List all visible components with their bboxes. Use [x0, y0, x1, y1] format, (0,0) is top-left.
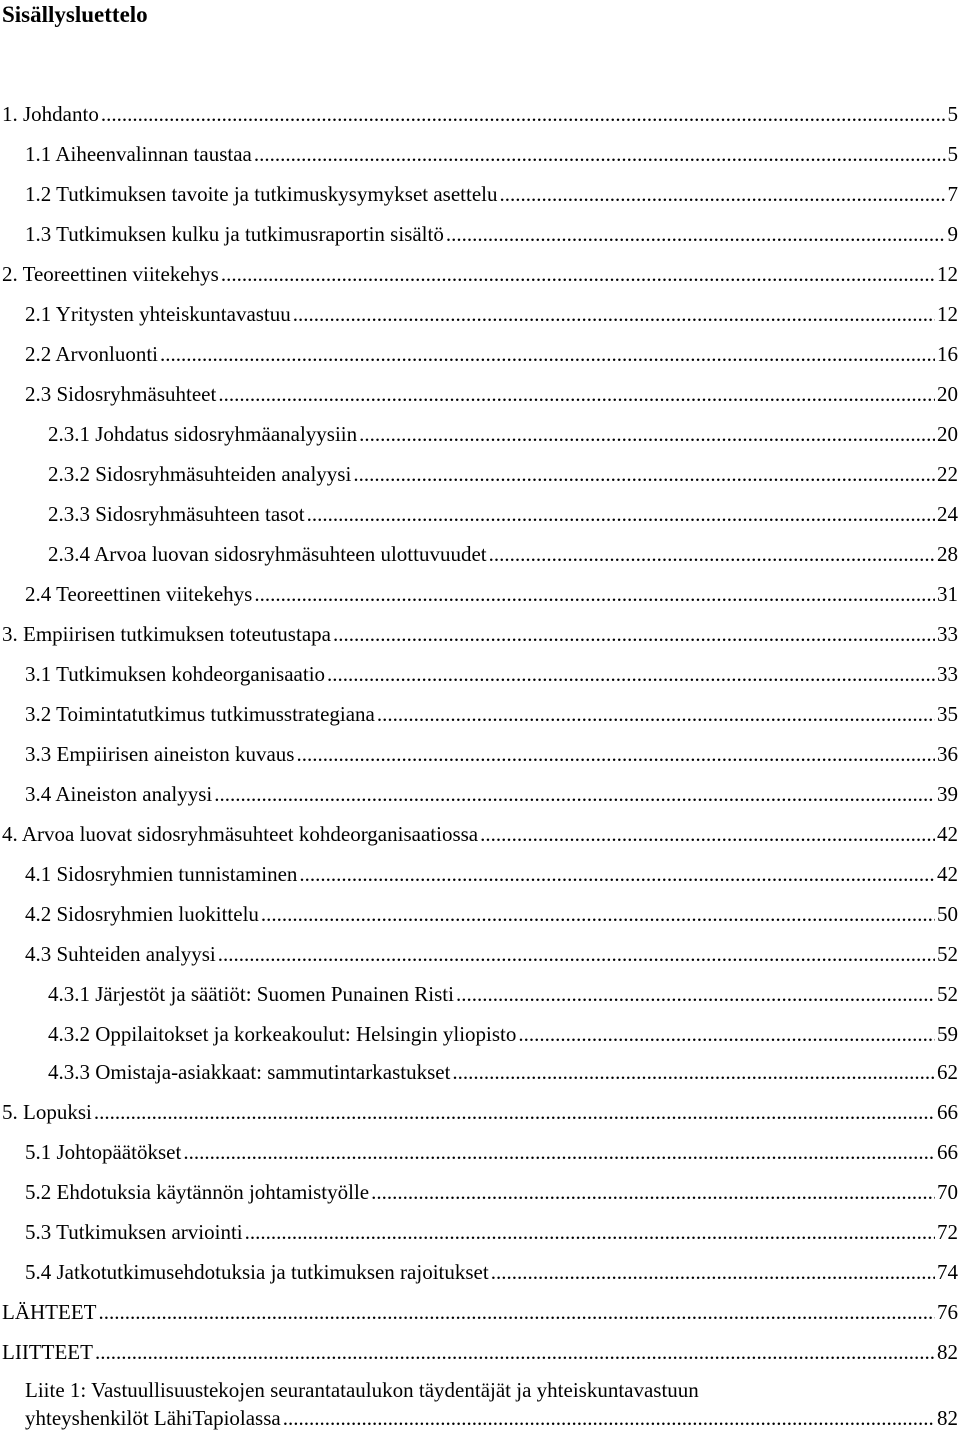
- toc-leader-dots: [377, 700, 935, 728]
- toc-entry[interactable]: [0, 660, 958, 688]
- toc-entry-label: 1.3 Tutkimuksen kulku ja tutkimusraportin sisältö: [25, 222, 444, 246]
- toc-entry-label: 4.3.3 Omistaja-asiakkaat: sammutintarkastukset: [48, 1060, 451, 1084]
- toc-entry[interactable]: [0, 460, 958, 488]
- toc-entry-label: LÄHTEET: [2, 1300, 97, 1324]
- toc-entry[interactable]: [0, 580, 958, 608]
- toc-entry[interactable]: [0, 700, 958, 728]
- toc-entry-page: 35: [937, 702, 958, 726]
- toc-entry-label: 3.3 Empiirisen aineiston kuvaus: [25, 742, 295, 766]
- toc-leader-dots: [245, 1218, 935, 1246]
- toc-entry[interactable]: [0, 180, 958, 208]
- toc-leader-dots: [500, 180, 946, 208]
- toc-entry-label: 3. Empiirisen tutkimuksen toteutustapa: [2, 622, 331, 646]
- toc-entry-page: 74: [937, 1260, 958, 1284]
- toc-leader-dots: [480, 820, 935, 848]
- toc-entry-label: LIITTEET: [2, 1340, 93, 1364]
- toc-entry[interactable]: [0, 1218, 958, 1246]
- toc-entry-page: 52: [937, 942, 958, 966]
- toc-entry-page: 66: [937, 1100, 958, 1124]
- toc-entry-label: 4.2 Sidosryhmien luokittelu: [25, 902, 259, 926]
- toc-leader-dots: [353, 460, 935, 488]
- toc-leader-dots: [218, 940, 935, 968]
- toc-entry-label: 4.1 Sidosryhmien tunnistaminen: [25, 862, 298, 886]
- toc-entry-label: 2.2 Arvonluonti: [25, 342, 159, 366]
- toc-leader-dots: [261, 900, 935, 928]
- toc-leader-dots: [489, 540, 935, 568]
- toc-entry[interactable]: [0, 300, 958, 328]
- toc-entry-page: 9: [947, 222, 958, 246]
- toc-entry-label: 3.2 Toimintatutkimus tutkimusstrategiana: [25, 702, 375, 726]
- toc-entry-label: 2.3.2 Sidosryhmäsuhteiden analyysi: [48, 462, 352, 486]
- toc-entry-page: 12: [937, 302, 958, 326]
- toc-entry-page: 31: [937, 582, 958, 606]
- toc-entry[interactable]: [0, 780, 958, 808]
- toc-entry[interactable]: [0, 220, 958, 248]
- toc-leader-dots: [95, 1338, 935, 1366]
- toc-entry-page: 36: [937, 742, 958, 766]
- toc-entry[interactable]: [0, 620, 958, 648]
- toc-leader-dots: [452, 1058, 935, 1086]
- toc-entry[interactable]: [0, 140, 958, 168]
- toc-entry-label: 4. Arvoa luovat sidosryhmäsuhteet kohdeorganisaatiossa: [2, 822, 479, 846]
- toc-entry-label: yhteyshenkilöt LähiTapiolassa: [25, 1406, 281, 1430]
- toc-leader-dots: [456, 980, 935, 1008]
- toc-leader-dots: [218, 380, 935, 408]
- toc-leader-dots: [254, 580, 935, 608]
- toc-entry-page: 20: [937, 422, 958, 446]
- toc-entry-page: 82: [937, 1340, 958, 1364]
- page-title: Sisällysluettelo: [2, 2, 148, 27]
- toc-leader-dots: [283, 1404, 935, 1432]
- toc-entry-label: 2.3 Sidosryhmäsuhteet: [25, 382, 217, 406]
- toc-entry[interactable]: [0, 860, 958, 888]
- toc-entry-label: 1. Johdanto: [2, 102, 99, 126]
- toc-leader-dots: [371, 1178, 935, 1206]
- toc-entry-label: 2.3.3 Sidosryhmäsuhteen tasot: [48, 502, 305, 526]
- toc-entry[interactable]: [0, 980, 958, 1008]
- toc-entry-label: 2.3.4 Arvoa luovan sidosryhmäsuhteen ulottuvuudet: [48, 542, 487, 566]
- toc-entry-page: 22: [937, 462, 958, 486]
- toc-entry-page: 42: [937, 822, 958, 846]
- toc-entry-label: 4.3.2 Oppilaitokset ja korkeakoulut: Helsingin yliopisto: [48, 1022, 517, 1046]
- toc-entry-label: 5.3 Tutkimuksen arviointi: [25, 1220, 243, 1244]
- toc-leader-dots: [101, 100, 946, 128]
- toc-entry-page: 72: [937, 1220, 958, 1244]
- toc-leader-dots: [221, 260, 935, 288]
- toc-leader-dots: [94, 1098, 935, 1126]
- toc-leader-dots: [183, 1138, 935, 1166]
- toc-entry[interactable]: [0, 380, 958, 408]
- toc-entry-page: 33: [937, 662, 958, 686]
- toc-entry[interactable]: [0, 100, 958, 128]
- toc-leader-dots: [214, 780, 935, 808]
- toc-entry-label: 5.1 Johtopäätökset: [25, 1140, 182, 1164]
- toc-entry-label: 2.3.1 Johdatus sidosryhmäanalyysiin: [48, 422, 358, 446]
- toc-entry[interactable]: [0, 340, 958, 368]
- toc-entry-page: 24: [937, 502, 958, 526]
- toc-entry-page: 59: [937, 1022, 958, 1046]
- toc-leader-dots: [359, 420, 935, 448]
- toc-leader-dots: [296, 740, 935, 768]
- toc-entry[interactable]: [0, 1298, 958, 1326]
- toc-entry-appendix[interactable]: [0, 1404, 958, 1432]
- toc-leader-dots: [327, 660, 935, 688]
- toc-entry-page: 5: [947, 142, 958, 166]
- toc-entry-page: 33: [937, 622, 958, 646]
- toc-entry-page: 52: [937, 982, 958, 1006]
- toc-entry-label: 2. Teoreettinen viitekehys: [2, 262, 219, 286]
- toc-leader-dots: [491, 1258, 935, 1286]
- toc-entry-page: 42: [937, 862, 958, 886]
- toc-entry[interactable]: [0, 540, 958, 568]
- toc-entry-label: 2.4 Teoreettinen viitekehys: [25, 582, 253, 606]
- toc-entry[interactable]: [0, 740, 958, 768]
- toc-entry-label: 5.2 Ehdotuksia käytännön johtamistyölle: [25, 1180, 370, 1204]
- toc-entry[interactable]: [0, 260, 958, 288]
- toc-leader-dots: [446, 220, 946, 248]
- toc-entry[interactable]: [0, 1178, 958, 1206]
- toc-entry-page: 70: [937, 1180, 958, 1204]
- toc-entry[interactable]: [0, 820, 958, 848]
- toc-entry[interactable]: [0, 1338, 958, 1366]
- toc-entry-page: 50: [937, 902, 958, 926]
- toc-entry-page: 20: [937, 382, 958, 406]
- toc-entry-label: 4.3 Suhteiden analyysi: [25, 942, 216, 966]
- toc-entry[interactable]: [0, 1258, 958, 1286]
- toc-entry-page: 62: [937, 1060, 958, 1084]
- toc-entry-label: 1.1 Aiheenvalinnan taustaa: [25, 142, 252, 166]
- toc-entry-label: 2.1 Yritysten yhteiskuntavastuu: [25, 302, 291, 326]
- toc-entry-page: 76: [937, 1300, 958, 1324]
- toc-entry-appendix-line1: Liite 1: Vastuullisuustekojen seurantataulukon täydentäjät ja yhteiskuntavastuun: [25, 1378, 699, 1402]
- toc-entry-label: 4.3.1 Järjestöt ja säätiöt: Suomen Punainen Risti: [48, 982, 454, 1006]
- toc-entry-page: 28: [937, 542, 958, 566]
- toc-entry-label: 3.1 Tutkimuksen kohdeorganisaatio: [25, 662, 326, 686]
- toc-entry-label: 1.2 Tutkimuksen tavoite ja tutkimuskysymykset asettelu: [25, 182, 498, 206]
- toc-entry[interactable]: [0, 500, 958, 528]
- toc-leader-dots: [254, 140, 946, 168]
- toc-entry-label: 3.4 Aineiston analyysi: [25, 782, 213, 806]
- toc-entry-page: 12: [937, 262, 958, 286]
- toc-entry-page: 16: [937, 342, 958, 366]
- toc-entry[interactable]: [0, 1058, 958, 1086]
- toc-entry-page: 66: [937, 1140, 958, 1164]
- toc-entry[interactable]: [0, 420, 958, 448]
- toc-entry[interactable]: [0, 1098, 958, 1126]
- toc-entry-page: 39: [937, 782, 958, 806]
- toc-entry[interactable]: [0, 1020, 958, 1048]
- toc-entry-page: 7: [947, 182, 958, 206]
- toc-entry-label: 5. Lopuksi: [2, 1100, 92, 1124]
- toc-leader-dots: [333, 620, 935, 648]
- toc-entry-label: 5.4 Jatkotutkimusehdotuksia ja tutkimuksen rajoitukset: [25, 1260, 489, 1284]
- toc-leader-dots: [98, 1298, 935, 1326]
- toc-leader-dots: [307, 500, 935, 528]
- toc-leader-dots: [518, 1020, 935, 1048]
- toc-entry-page: 82: [937, 1406, 958, 1430]
- toc-leader-dots: [160, 340, 935, 368]
- toc-entry[interactable]: [0, 940, 958, 968]
- toc-leader-dots: [293, 300, 935, 328]
- toc-entry[interactable]: [0, 900, 958, 928]
- toc-entry[interactable]: [0, 1138, 958, 1166]
- toc-entry-page: 5: [947, 102, 958, 126]
- toc-leader-dots: [299, 860, 935, 888]
